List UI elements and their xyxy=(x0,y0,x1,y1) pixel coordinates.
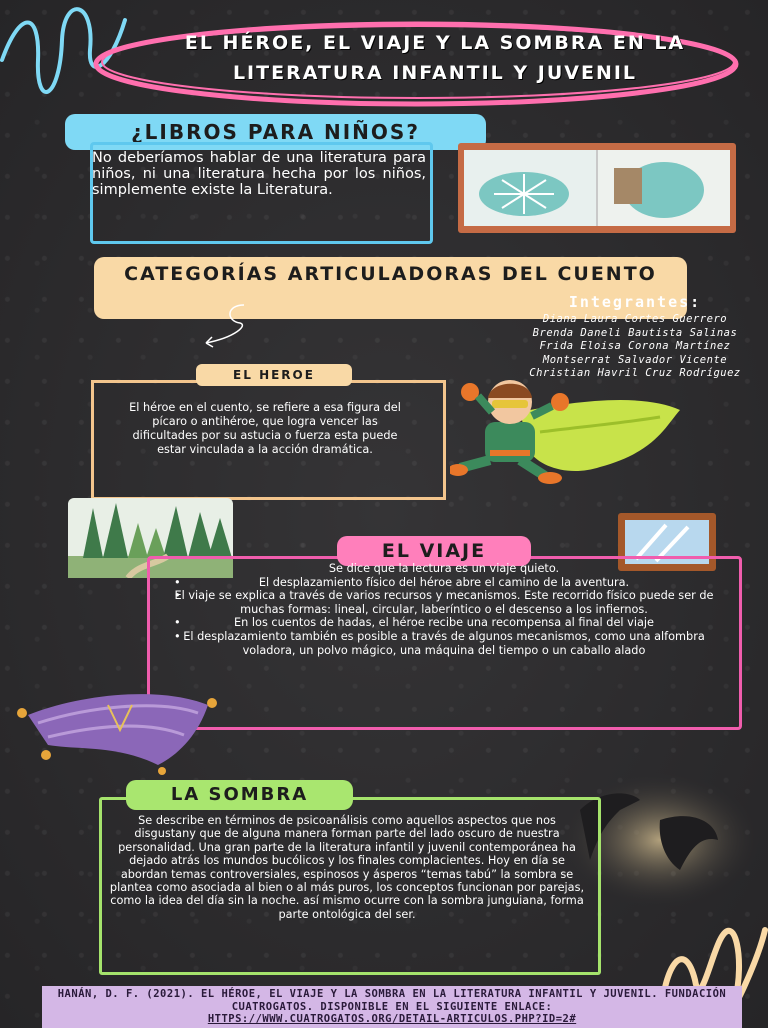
integrantes-block xyxy=(506,293,764,381)
member-name: Frida Eloisa Corona Martínez xyxy=(539,340,731,352)
list-item: • El viaje se explica a través de varios recursos y mecanismos. Este recorrido físico puede ser de muchas formas: lineal, circular, laberíntico o el descenso a los infiernos. xyxy=(168,589,720,616)
member-name: Christian Havril Cruz Rodríguez xyxy=(529,367,741,379)
sombra-heading: LA SOMBRA xyxy=(126,780,353,810)
sombra-text: Se describe en términos de psicoanálisis como aquellos aspectos que nos disgustany que de alguna manera forman parte del lado oscuro de nuestra personalidad. Una gran parte de la literatura infantil y juvenil contemporánea ha dejado atrás los mundos bucólicos y los finales complacientes. Hoy en día se abordan temas controversiales, espinosos y ásperos “temas tabú” la sombra se plantea como asociada al bien o al más puros, los conceptos funcionan por parejas, como la idea del día sin la noche. así mismo ocurre con la sombra junguiana, forma parte ontológica del ser. xyxy=(109,814,585,921)
member-name: Montserrat Salvador Vicente xyxy=(542,353,728,366)
viaje-heading: EL VIAJE xyxy=(337,536,531,566)
libros-text: No deberíamos hablar de una literatura para niños, ni una literatura hecha por los niños, simplemente existe la Literatura. xyxy=(92,150,426,198)
heroe-heading: EL HEROE xyxy=(196,364,352,386)
member-name: Brenda Daneli Bautista Salinas xyxy=(532,326,738,339)
list-item: • El desplazamiento físico del héroe abre el camino de la aventura. xyxy=(168,576,720,590)
list-item: • El desplazamiento también es posible a través de algunos mecanismos, como una alfombra voladora, un polvo mágico, una máquina del tiempo o un caballo alado xyxy=(168,630,720,657)
curly-arrow-icon xyxy=(196,303,256,353)
magic-carpet-illustration xyxy=(8,675,240,775)
member-name: Diana Laura Cortes Guerrero xyxy=(542,313,728,325)
superhero-illustration xyxy=(450,372,690,484)
categorias-heading: CATEGORÍAS ARTICULADORAS DEL CUENTO xyxy=(94,257,687,319)
viaje-intro: Se dice que la lectura es un viaje quieto. xyxy=(328,562,560,575)
integrantes-heading: Integrantes: xyxy=(568,293,702,311)
viaje-list xyxy=(168,562,720,657)
reference-link[interactable]: HTTPS://WWW.CUATROGATOS.ORG/DETAIL-ARTICULOS.PHP?ID=2# xyxy=(207,1013,577,1025)
reference-block xyxy=(42,986,742,1028)
libros-heading: ¿LIBROS PARA NIÑOS? xyxy=(65,114,486,150)
heroe-text: El héroe en el cuento, se refiere a esa figura del pícaro o antihéroe, que logra vencer las dificultades por su astucia o fuerza esta puede estar vinculada a la acción dramática. xyxy=(129,401,401,456)
list-item: • En los cuentos de hadas, el héroe recibe una recompensa al final del viaje xyxy=(168,616,720,630)
reference-text: HANÁN, D. F. (2021). EL HÉROE, EL VIAJE Y LA SOMBRA EN LA LITERATURA INFANTIL Y JUVENIL. FUNDACIÓN CUATROGATOS. DISPONIBLE EN EL SIGUIENTE ENLACE: xyxy=(57,988,727,1013)
book-photo xyxy=(458,143,736,233)
page-title: EL HÉROE, EL VIAJE Y LA SOMBRA EN LA LITERATURA INFANTIL Y JUVENIL xyxy=(184,32,686,84)
